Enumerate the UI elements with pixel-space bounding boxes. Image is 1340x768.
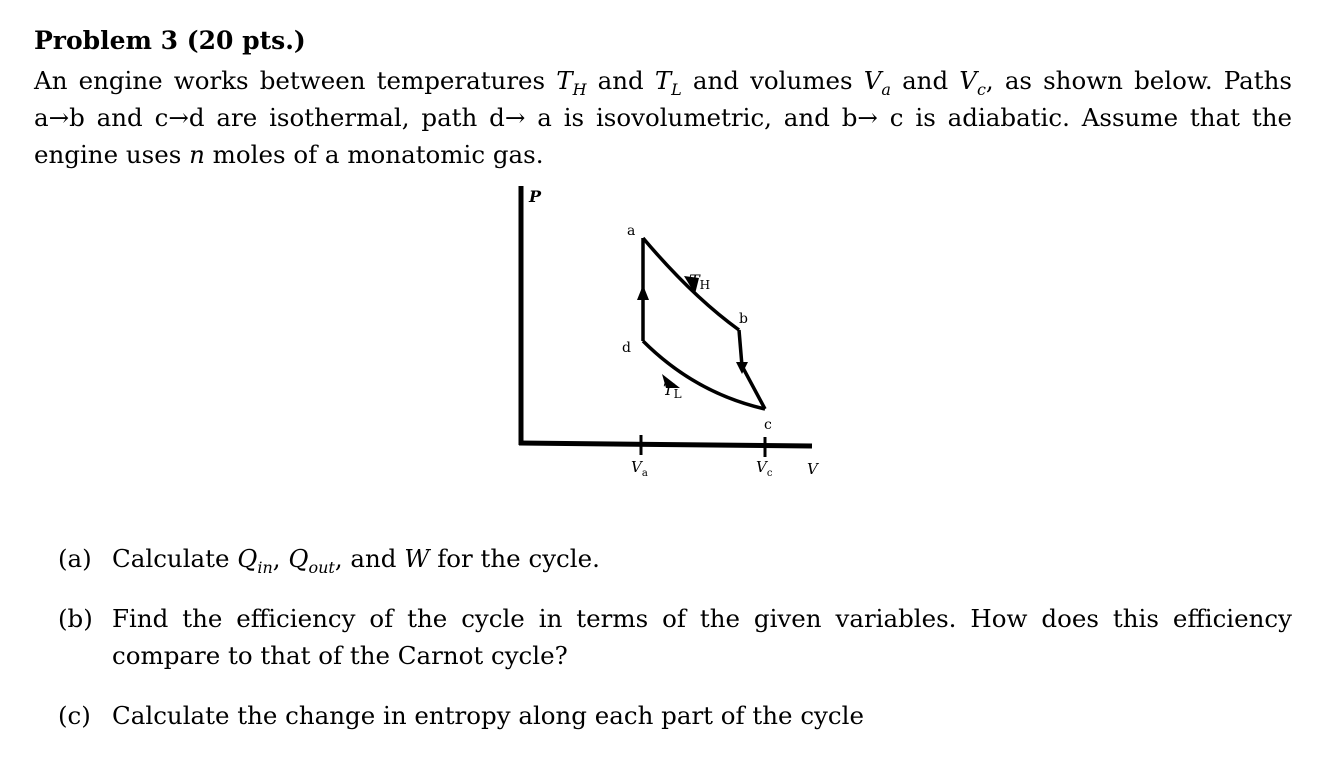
v-axis-label: V	[807, 460, 818, 478]
moles-symbol: n	[189, 140, 205, 169]
tl-label: TL	[663, 380, 682, 401]
point-b-label: b	[739, 311, 748, 327]
tick-va-label: $V_a$	[631, 458, 648, 479]
point-c-label: c	[764, 417, 772, 433]
question-c	[58, 697, 1292, 734]
tick-vc-label: $V_c$	[756, 458, 773, 479]
pv-diagram	[500, 178, 840, 498]
temp-high-symbol: $T_H$	[556, 66, 587, 99]
problem-title: Problem 3 (20 pts.)	[34, 26, 306, 55]
point-a-label: a	[627, 223, 636, 239]
volume-a-symbol: $V_a$	[863, 66, 891, 99]
v-axis	[519, 443, 812, 446]
question-label: (a)	[58, 544, 92, 573]
point-d-label: d	[622, 340, 631, 356]
q-out-symbol: $Q_{out}$	[288, 544, 335, 577]
question-label: (b)	[58, 604, 93, 633]
question-a	[58, 540, 1292, 577]
p-axis-label: P	[529, 187, 542, 206]
th-label: TH	[689, 271, 711, 292]
question-text: Calculate $Q_{in}$, $Q_{out}$, and W for the cycle.	[112, 544, 600, 577]
question-text: Calculate the change in entropy along each part of the cycle	[112, 701, 864, 730]
work-symbol: W	[404, 544, 430, 573]
question-b	[58, 600, 1292, 674]
pv-diagram-svg	[500, 178, 840, 498]
arrow-da	[637, 285, 649, 300]
temp-low-symbol: $T_L$	[654, 66, 682, 99]
question-text: Find the efficiency of the cycle in terms of the given variables. How does this efficiency compare to that of the Carnot cycle?	[112, 604, 1292, 670]
volume-c-symbol: $V_c$	[959, 66, 986, 99]
q-in-symbol: $Q_{in}$	[237, 544, 273, 577]
question-label: (c)	[58, 701, 91, 730]
problem-statement: An engine works between temperatures $T_H$ and $T_L$ and volumes $V_a$ and $V_c$, as shown below. Paths a→b and c→d are isothermal, path d→ a is isovolumetric, and b→ c is adiabatic. Assume that the engine uses n moles of a monatomic gas.	[34, 66, 1292, 169]
question-list	[58, 540, 1292, 757]
